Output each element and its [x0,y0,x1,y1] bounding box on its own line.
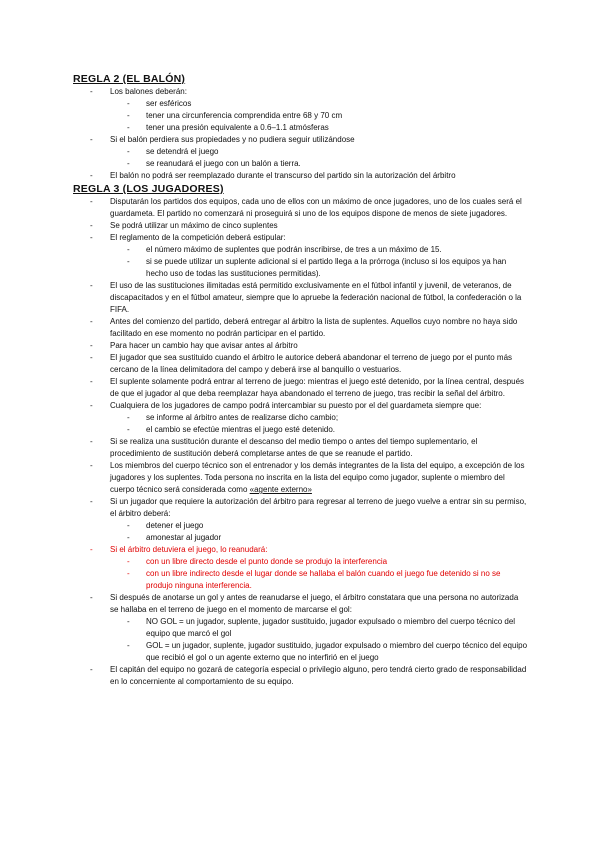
list-item: - Se podrá utilizar un máximo de cinco suplentes [90,221,278,230]
highlighted-list-item: - Si el árbitro detuviera el juego, lo reanudará: [90,545,268,554]
list-item: - El suplente solamente podrá entrar al terreno de juego: mientras el juego esté detenido, por la línea central, después de que el jugador al que deba reemplazar haya abandonado el terreno de juego, tras recibir la señal del árbitro. [90,377,525,398]
list-item: - Los miembros del cuerpo técnico son el entrenador y los demás integrantes de la lista del equipo, a excepción de los jugadores y los suplentes. Toda persona no inscrita en la lista del equipo como jugador, suplente o miembro del cuerpo técnico será considerada como «agente externo» [90,461,525,494]
sub-list-item: - se informe al árbitro antes de realizarse dicho cambio; [127,413,339,422]
sub-list-item: - NO GOL = un jugador, suplente, jugador sustituido, jugador expulsado o miembro del cuerpo técnico del equipo que marcó el gol [127,617,516,638]
list-item: - Disputarán los partidos dos equipos, cada uno de ellos con un máximo de once jugadores, uno de los cuales será el guardameta. El partido no comenzará ni proseguirá si uno de los equipos dispone de menos de siete jugadores. [90,197,522,218]
highlighted-sub-list-item: - con un libre directo desde el punto donde se produjo la interferencia [127,557,388,566]
list-item: - Para hacer un cambio hay que avisar antes al árbitro [90,341,298,350]
highlighted-sub-list-item: - con un libre indirecto desde el lugar donde se hallaba el balón cuando el juego fue detenido si no se produjo ninguna interferencia. [127,569,501,590]
list-item: - El balón no podrá ser reemplazado durante el transcurso del partido sin la autorización del árbitro [90,171,456,180]
list-item: - Los balones deberán: [90,87,187,96]
sub-list-item: - amonestar al jugador [127,533,222,542]
agente-externo-term: «agente externo» [249,485,312,494]
sub-list-item: - detener el juego [127,521,204,530]
regla-2-list [0,86,600,182]
sub-list-item: - si se puede utilizar un suplente adicional si el partido llega a la prórroga (incluso si los equipos ya han hecho uso de todas las sustituciones permitidas). [127,257,507,278]
list-item: - Si después de anotarse un gol y antes de reanudarse el juego, el árbitro constatara que una persona no autorizada se hallaba en el terreno de juego en el momento de marcarse el gol: [90,593,519,614]
list-item: - El reglamento de la competición deberá estipular: [90,233,286,242]
sub-list-item: - el número máximo de suplentes que podrán inscribirse, de tres a un máximo de 15. [127,245,442,254]
sub-list-item: - se detendrá el juego [127,147,219,156]
sub-list-item: - se reanudará el juego con un balón a tierra. [127,159,301,168]
list-item: - El capitán del equipo no gozará de categoría especial o privilegio alguno, pero tendrá cierto grado de responsabilidad en lo concerniente al comportamiento de su equipo. [90,665,527,686]
sub-list-item: - tener una presión equivalente a 0.6–1.1 atmósferas [127,123,329,132]
list-item: - El uso de las sustituciones ilimitadas está permitido exclusivamente en el fútbol infantil y juvenil, de veteranos, de discapacitados y en el fútbol amateur, siempre que lo apruebe la federación nacional de fútbol, la confederación o la FIFA. [90,281,522,314]
list-item: - Si un jugador que requiere la autorización del árbitro para regresar al terreno de juego vuelve a entrar sin su permiso, el árbitro deberá: [90,497,527,518]
list-item: - Si se realiza una sustitución durante el descanso del medio tiempo o antes del tiempo suplementario, el procedimiento de sustitución deberá completarse antes de que se reanude el partido. [90,437,478,458]
list-item: - El jugador que sea sustituido cuando el árbitro le autorice deberá abandonar el terreno de juego por el punto más cercano de la línea delimitadora del campo y deberá irse al banquillo o vestuarios. [90,353,513,374]
list-item: - Antes del comienzo del partido, deberá entregar al árbitro la lista de suplentes. Aquellos cuyo nombre no haya sido facilitado en ese momento no podrán participar en el partido. [90,317,518,338]
regla-3-list [0,196,600,688]
sub-list-item: - ser esféricos [127,99,192,108]
regla-3-heading: REGLA 3 (LOS JUGADORES) [73,183,224,195]
regla-2-heading: REGLA 2 (EL BALÓN) [73,73,186,85]
list-item: - Cualquiera de los jugadores de campo podrá intercambiar su puesto por el del guardameta siempre que: [90,401,482,410]
sub-list-item: - GOL = un jugador, suplente, jugador sustituido, jugador expulsado o miembro del cuerpo técnico del equipo que recibió el gol o un agente externo que no interfirió en el juego [127,641,528,662]
list-item: - Si el balón perdiera sus propiedades y no pudiera seguir utilizándose [90,135,355,144]
sub-list-item: - el cambio se efectúe mientras el juego esté detenido. [127,425,336,434]
sub-list-item: - tener una circunferencia comprendida entre 68 y 70 cm [127,111,343,120]
